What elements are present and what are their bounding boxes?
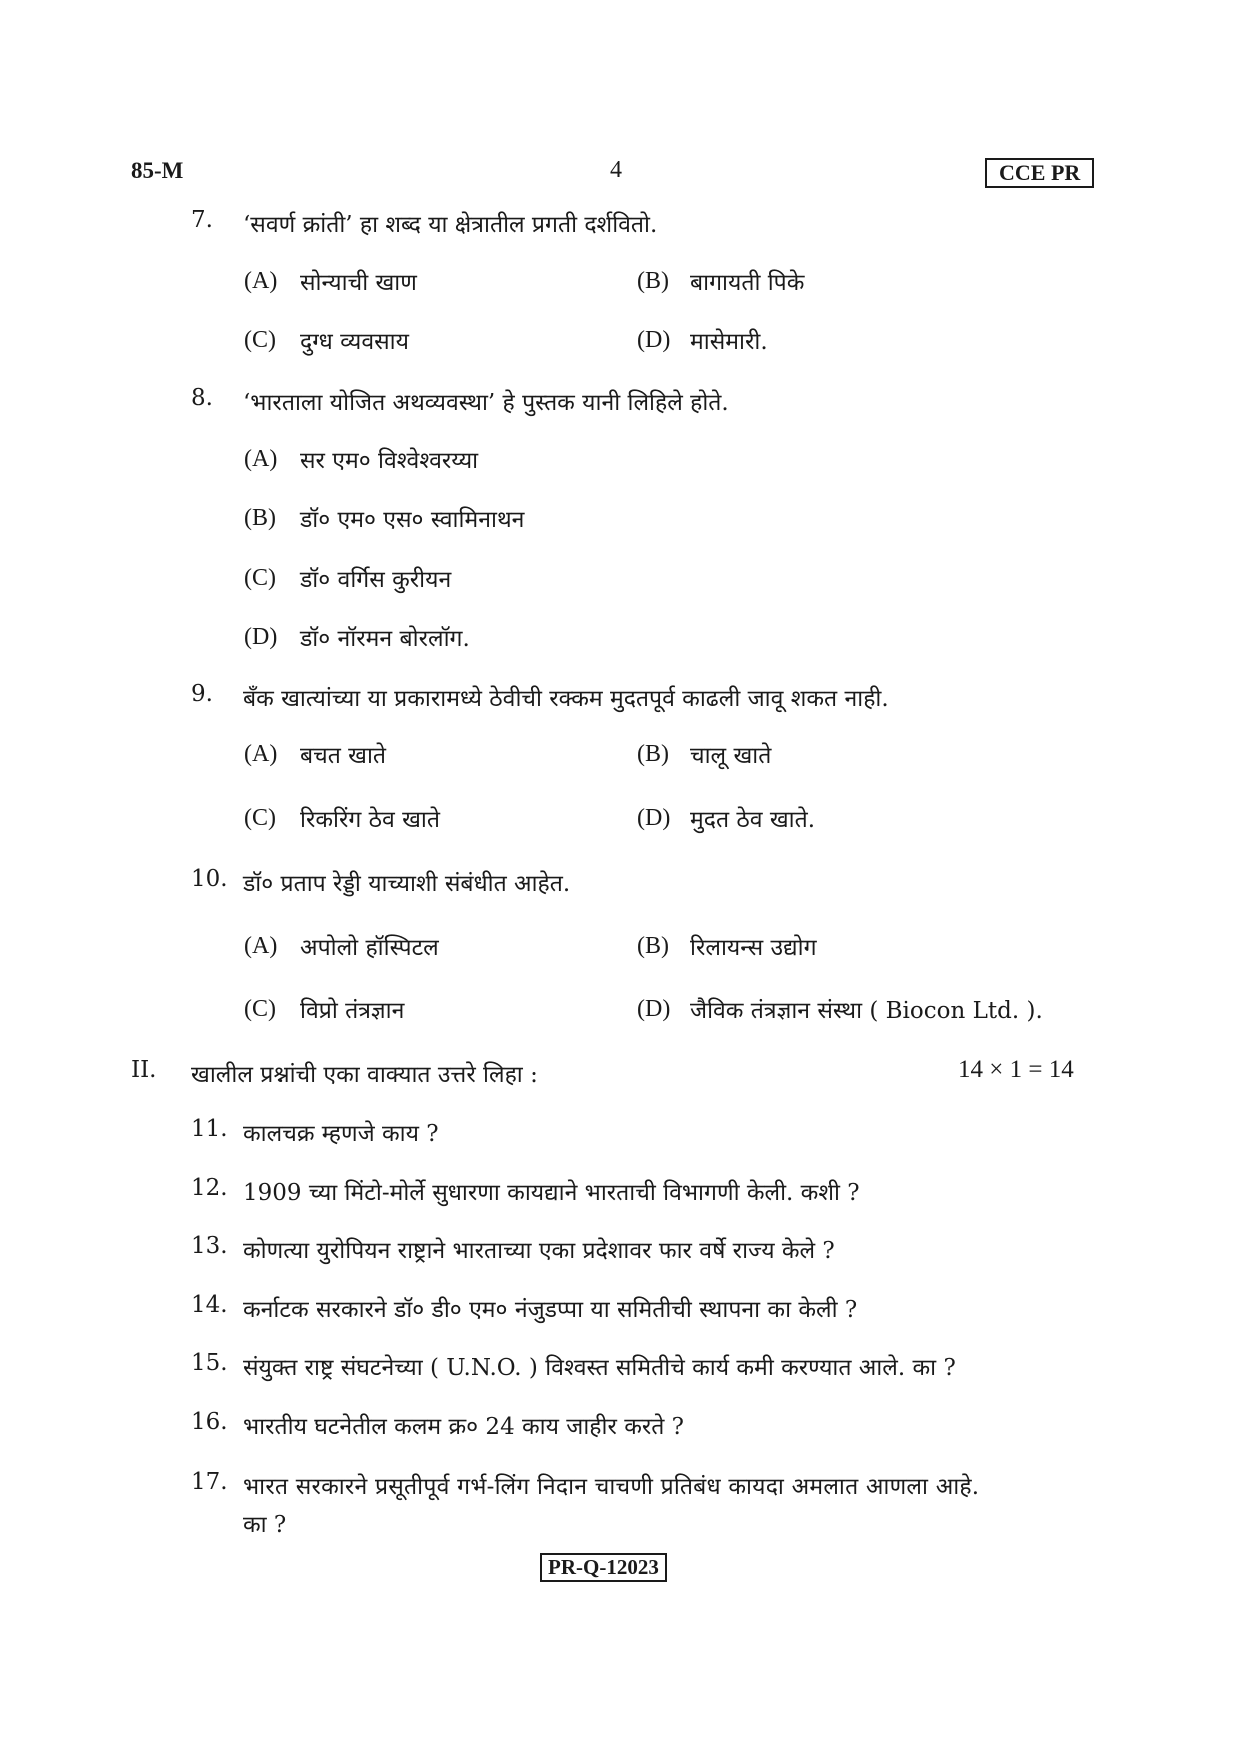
option-text: मासेमारी. <box>690 329 768 355</box>
question-number: 10. <box>191 866 228 892</box>
question-number: 16. <box>191 1409 228 1435</box>
option-label: (D) <box>637 996 671 1022</box>
question-text: डॉ० प्रताप रेड्डी याच्याशी संबंधीत आहेत. <box>243 871 571 897</box>
option-text: डॉ० वर्गिस कुरीयन <box>300 567 452 593</box>
option-label: (D) <box>637 805 671 831</box>
question-text: 1909 च्या मिंटो-मोर्ले सुधारणा कायद्याने भारताची विभागणी केली. कशी ? <box>243 1180 860 1206</box>
question-text: भारतीय घटनेतील कलम क्र० 24 काय जाहीर करते ? <box>243 1414 685 1440</box>
page-number: 4 <box>610 157 622 183</box>
option-text: डॉ० एम० एस० स्वामिनाथन <box>300 507 525 533</box>
option-label: (C) <box>244 327 276 353</box>
section-instruction: खालील प्रश्नांची एका वाक्यात उत्तरे लिहा : <box>191 1062 538 1088</box>
option-text: सर एम० विश्वेश्वरय्या <box>300 448 479 474</box>
question-number: 13. <box>191 1233 228 1259</box>
option-label: (C) <box>244 996 276 1022</box>
option-text: विप्रो तंत्रज्ञान <box>300 998 405 1024</box>
option-label: (A) <box>244 268 278 294</box>
option-label: (B) <box>637 268 669 294</box>
question-text: ‘भारताला योजित अथव्यवस्था’ हे पुस्तक यानी लिहिले होते. <box>243 390 729 416</box>
option-label: (A) <box>244 446 278 472</box>
option-text: रिलायन्स उद्योग <box>690 935 817 961</box>
option-label: (A) <box>244 741 278 767</box>
question-text: ‘सवर्ण क्रांती’ हा शब्द या क्षेत्रातील प्रगती दर्शवितो. <box>243 212 658 238</box>
section-number: II. <box>131 1057 157 1083</box>
paper-code: 85-M <box>131 158 184 183</box>
option-text: बागायती पिके <box>690 270 805 296</box>
option-text: मुदत ठेव खाते. <box>690 807 816 833</box>
option-label: (B) <box>637 933 669 959</box>
option-text: बचत खाते <box>300 743 387 769</box>
option-label: (C) <box>244 565 276 591</box>
option-text: दुग्ध व्यवसाय <box>300 329 409 355</box>
question-number: 15. <box>191 1350 228 1376</box>
option-text: जैविक तंत्रज्ञान संस्था ( Biocon Ltd. ). <box>690 998 1043 1024</box>
option-label: (B) <box>637 741 669 767</box>
option-label: (D) <box>637 327 671 353</box>
option-label: (B) <box>244 505 276 531</box>
question-number: 8. <box>191 385 213 411</box>
option-label: (D) <box>244 624 278 650</box>
question-number: 14. <box>191 1292 228 1318</box>
option-text: चालू खाते <box>690 743 772 769</box>
question-text: संयुक्त राष्ट्र संघटनेच्या ( U.N.O. ) विश्वस्त समितीचे कार्य कमी करण्यात आले. का ? <box>243 1355 956 1381</box>
question-text: कोणत्या युरोपियन राष्ट्राने भारताच्या एका प्रदेशावर फार वर्षे राज्य केले ? <box>243 1238 835 1264</box>
question-number: 9. <box>191 681 213 707</box>
question-continuation: का ? <box>243 1512 287 1538</box>
option-text: अपोलो हॉस्पिटल <box>300 935 439 961</box>
series-box: CCE PR <box>985 158 1094 188</box>
question-number: 7. <box>191 207 213 233</box>
option-text: रिकरिंग ठेव खाते <box>300 807 440 833</box>
question-text: कालचक्र म्हणजे काय ? <box>243 1121 439 1147</box>
question-text: भारत सरकारने प्रसूतीपूर्व गर्भ-लिंग निदान चाचणी प्रतिबंध कायदा अमलात आणला आहे. <box>243 1474 980 1500</box>
question-number: 12. <box>191 1175 228 1201</box>
question-number: 11. <box>191 1116 228 1142</box>
option-label: (C) <box>244 805 276 831</box>
footer-code: PR-Q-12023 <box>540 1553 667 1582</box>
option-text: डॉ० नॉरमन बोरलॉग. <box>300 626 470 652</box>
question-number: 17. <box>191 1469 228 1495</box>
question-text: कर्नाटक सरकारने डॉ० डी० एम० नंजुडप्पा या समितीची स्थापना का केली ? <box>243 1297 858 1323</box>
question-text: बँक खात्यांच्या या प्रकारामध्ये ठेवीची रक्कम मुदतपूर्व काढली जावू शकत नाही. <box>243 686 889 712</box>
section-marks: 14 × 1 = 14 <box>958 1056 1074 1083</box>
option-label: (A) <box>244 933 278 959</box>
option-text: सोन्याची खाण <box>300 270 417 296</box>
